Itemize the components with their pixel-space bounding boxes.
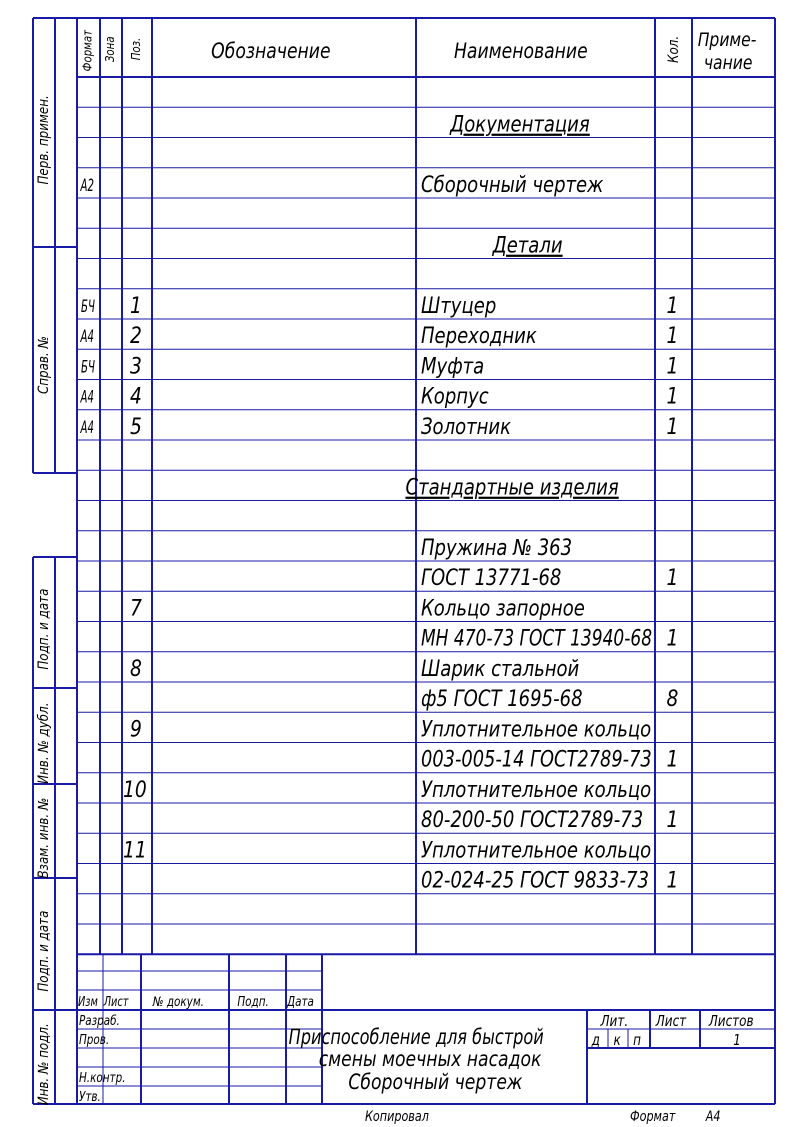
row-name: 80-200-50 ГОСТ2789-73: [421, 806, 644, 833]
stamp-utv: Утв.: [79, 1088, 101, 1105]
stamp-lit-d: д: [591, 1031, 600, 1050]
row-format: А4: [80, 388, 94, 408]
row-format: БЧ: [81, 297, 95, 317]
footer-format-label: Формат: [630, 1107, 676, 1125]
row-name: Штуцер: [421, 292, 497, 319]
header-format: Формат: [80, 29, 95, 72]
row-name: Уплотнительное кольцо: [421, 836, 652, 863]
header-zone-group: [103, 36, 117, 62]
side-vzam-inv: Взам. инв. №: [35, 797, 53, 879]
stamp-izm: Изм: [78, 993, 98, 1010]
row-name: ГОСТ 13771-68: [421, 564, 562, 591]
side-sprav-no: Справ. №: [35, 336, 53, 395]
row-name: Корпус: [421, 382, 489, 410]
stamp-doc-no: № докум.: [152, 993, 204, 1010]
header-note-line1: Приме-: [697, 29, 757, 52]
side-perv-primen-group: [36, 95, 52, 184]
row-quantity: 1: [666, 625, 679, 652]
stamp-sheets: Листов: [708, 1012, 754, 1031]
footer-format-value: А4: [705, 1107, 721, 1125]
row-position: 8: [130, 655, 142, 682]
stamp-podp: Подп.: [237, 993, 269, 1010]
stamp-sheets-value: 1: [733, 1031, 741, 1050]
row-format: БЧ: [81, 357, 95, 378]
stamp-title-line3: Сборочный чертеж: [348, 1069, 523, 1095]
row-name: Переходник: [421, 322, 537, 349]
stamp-sheet: Лист: [655, 1012, 687, 1031]
row-quantity: 1: [666, 564, 679, 591]
row-name: 02-024-25 ГОСТ 9833-73: [421, 866, 649, 894]
header-qty: Кол.: [665, 35, 683, 63]
row-name: Уплотнительное кольцо: [421, 715, 652, 742]
row-section-title: Стандартные изделия: [405, 473, 619, 500]
stamp-lit: Лит.: [600, 1012, 629, 1031]
row-quantity: 1: [666, 746, 679, 773]
row-name: Шарик стальной: [421, 655, 580, 682]
header-format-group: [81, 30, 95, 72]
row-name: 003-005-14 ГОСТ2789-73: [421, 745, 652, 773]
stamp-n-kontr: Н.контр.: [79, 1069, 126, 1086]
header-pos: Поз.: [129, 37, 144, 61]
row-name: Золотник: [421, 413, 512, 440]
side-podp-data-top: Подп. и дата: [35, 588, 53, 670]
side-sprav-no-group: [36, 336, 52, 394]
side-podp-data-bottom-group: [36, 911, 52, 992]
stamp-list: Лист: [103, 993, 129, 1010]
row-quantity: 1: [666, 867, 679, 894]
row-name: Уплотнительное кольцо: [421, 776, 652, 803]
row-quantity: 1: [666, 806, 679, 833]
row-quantity: 1: [666, 322, 679, 349]
side-perv-primen: Перв. примен.: [35, 95, 53, 185]
row-quantity: 8: [666, 685, 679, 712]
side-inv-podl: Инв. № подл.: [35, 1023, 53, 1106]
stamp-title-line1: Приспособление для быстрой: [288, 1026, 544, 1050]
header-note-line2: чание: [703, 52, 753, 75]
row-name: Сборочный чертеж: [421, 171, 604, 198]
footer-copied: Копировал: [365, 1107, 429, 1125]
row-section-title: Документация: [450, 110, 590, 137]
row-format: А2: [80, 176, 94, 196]
row-name: Кольцо запорное: [421, 594, 585, 621]
row-name: Муфта: [421, 352, 485, 379]
row-position: 9: [130, 716, 142, 742]
stamp-razrab: Разраб.: [79, 1012, 120, 1029]
row-name: ф5 ГОСТ 1695-68: [421, 685, 583, 712]
row-position: 7: [130, 595, 142, 621]
row-quantity: 1: [666, 353, 679, 379]
side-vzam-inv-group: [36, 798, 52, 879]
side-podp-data-bottom: Подп. и дата: [35, 910, 53, 992]
stamp-prov: Пров.: [79, 1031, 110, 1048]
row-position: 2: [130, 322, 142, 349]
row-position: 3: [130, 353, 142, 379]
row-position: 1: [130, 292, 142, 319]
row-position: 5: [130, 413, 142, 440]
row-position: 11: [123, 837, 147, 863]
stamp-title-line2: смены моечных насадок: [318, 1046, 542, 1072]
row-section-title: Детали: [492, 231, 563, 258]
header-pos-group: [129, 38, 143, 61]
side-inv-dubl: Инв. № дубл.: [35, 702, 53, 784]
row-format: А4: [80, 418, 94, 438]
stamp-lit-k: к: [613, 1031, 621, 1050]
side-inv-dubl-group: [36, 702, 52, 783]
row-name: Пружина № 363: [421, 534, 573, 561]
stamp-data: Дата: [286, 993, 314, 1010]
header-name: Наименование: [453, 38, 588, 64]
side-podp-data-top-group: [36, 589, 52, 670]
row-position: 4: [130, 383, 142, 410]
row-format: А4: [80, 327, 94, 348]
header-designation: Обозначение: [211, 38, 331, 64]
stamp-lit-p: п: [633, 1031, 641, 1050]
side-inv-podl-group: [36, 1023, 52, 1105]
row-quantity: 1: [666, 413, 679, 440]
row-quantity: 1: [666, 383, 679, 410]
row-quantity: 1: [666, 292, 679, 319]
row-name: МН 470-73 ГОСТ 13940-68: [421, 625, 653, 652]
header-qty-group: [666, 36, 682, 63]
row-position: 10: [123, 776, 147, 803]
header-zone: Зона: [103, 36, 118, 63]
